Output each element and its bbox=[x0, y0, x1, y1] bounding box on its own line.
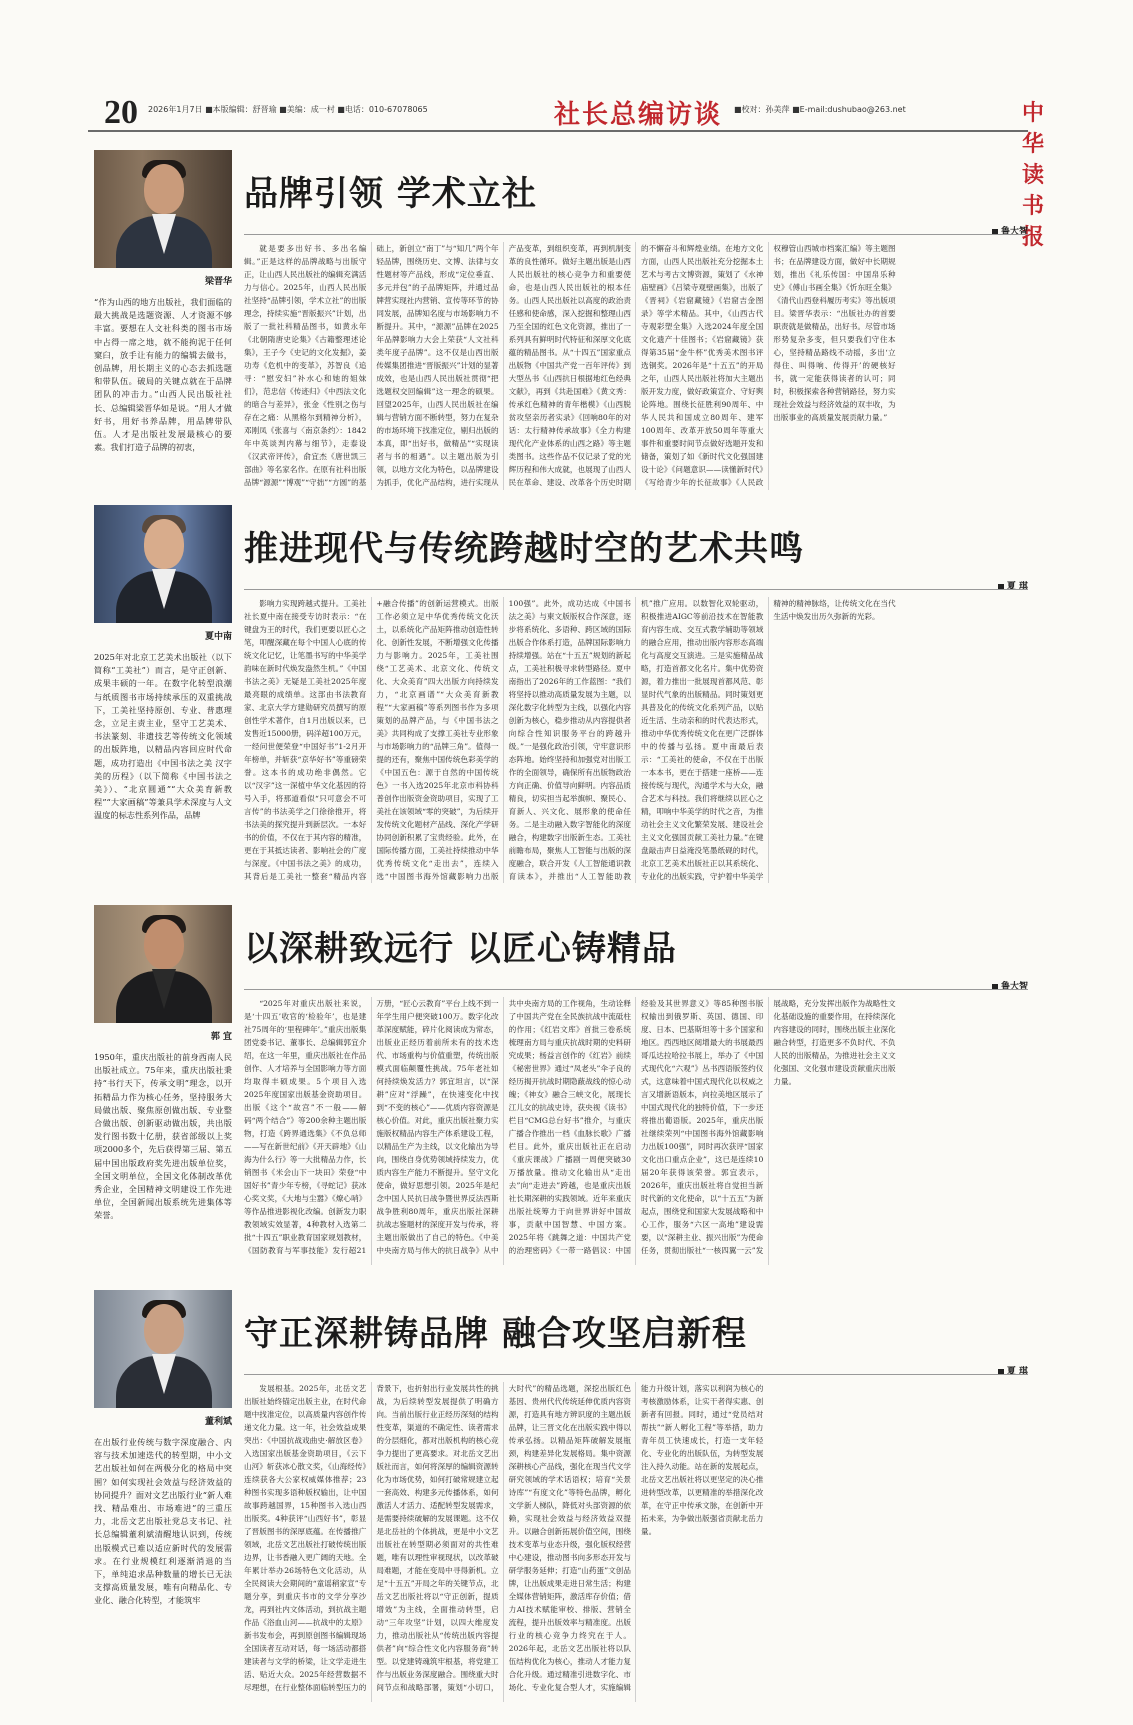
portrait-photo bbox=[94, 150, 232, 268]
body-text: 就是要多出好书、多出名编辑。”正是这样的品牌战略与出版守正，让山西人民出版社的编辑充满活力与信心。2025年，山西人民出版社坚持“品牌引领，学术立社”的出版理念，持续实施“晋版振兴”计划，出版了一批社科精品图书，如黄永年《北朝隋唐史论集》《古籍整理述论集》，王子今《史记的文化发掘》，姜功寿《危机中的变革》，苏智良《追寻：“慰安妇”补水心和她的姐妹们》，范忠信《传迹归》《中西法文化的暗合与差异》，张金《性别之伤与存在之痛：从黑格尔到精神分析》，邓刚凤《张喜与〈南京条约〉：1842年中英谈判内幕与细节》，走泰设《汉武帝评传》，俞宜杰《唐世凯三部曲》等名家名作。在原有社科出版品牌“源源”“博观”“守拙”“方圆”的基础上，新创立“南丁”与“知几”两个年轻品牌，围绕历史、文博、法律与女性题材等产品线，形成“定位垂直、多元并包”的子品牌矩阵，并通过品牌营实现社内营销、宣传等环节的协同发展，品牌知名度与市场影响力不断提升。其中，“源源”品牌在2025年品牌影响力大会上荣获“人文社科类年度子品牌”。这不仅是山西出版传媒集团推进“晋版振兴”计划的显著成效，也是山西人民出版社贯彻“把选题权交回编辑”这一理念的硕果。回望2025年，山西人民出版社在编辑与营销方面不断转型，努力在复杂的市场环境下找准定位，剔归出版的本真，即“出好书，做精品”“实现读者与书的相遇”。以主题出版为引领，以地方文化为特色，以品牌建设为抓手，优化产品结构，进行实现从产品变革，到组织变革，再到机制变革的良性循环。做好主题出版是山西人民出版社的核心竞争力和重要使命，也是山西人民出版社的根本任务。山西人民出版社以高度的政治责任感和使命感，深入挖掘和整理山西乃至全国的红色文化资源，推出了一系列具有鲜明时代特征和深厚文化底蕴的精品图书。从“十四五”国家重点出版物《中国共产党一百年评传》到大型丛书《山西抗日根据地红色经典文献》，再到《共赴国难》《黄文秀：传承红色精神的青年楷模》《山西脱贫攻坚亲历者实录》《回响80年的对话：太行精神传承故事》《全力构建现代化产业体系的山西之路》等主题类图书。这些作品不仅记录了党的光辉历程和伟大成就，也展现了山西人民在革命、建设、改革各个历史时期的不懈奋斗和辉煌业绩。在地方文化方面，山西人民出版社充分挖掘本土艺术与考古文博资源，策划了《水神庙壁画》《吕梁寺观壁画集》，出版了《晋祠》《岩窟藏镜》《岩窟吉金图录》等学术精品。其中，《山西古代寺观彩塑全集》入选2024年度全国文化遗产十佳图书；《岩窟藏镜》获得第35届“金牛杯”优秀美术图书评选铜奖。2026年是“十五五”的开局之年，山西人民出版社将加大主题出版开发力度，做好政策宣介、守好舆论阵地。围绕长征胜利90周年、中华人民共和国成立80周年、建军100周年、改革开放50周年等重大事件和重要时间节点做好选题开发和储备，策划了如《新时代文化强国建设十论》《问题意识——读懂新时代》《写给青少年的长征故事》《人民政权穆管山西城市档案汇编》等主题图书；在品牌建设方面，做好中长期规划，推出《礼乐传国：中国帛乐种史》《傅山书画全集》《忻东旺全集》《清代山西登科履历考实》等出版项目。梁晋华表示：“出版社办的首要职责就是做精品，出好书。尽管市场形势复杂多变，但只要我们守住本心，坚持精品路线不动摇，多出‘立得住、叫得响、传得开’的硬核好书，就一定能获得读者的认可；同时，积极探索各种营销路径，努力实现社会效益与经济效益的双丰收，为出版事业的高质量发展贡献力量。” bbox=[244, 244, 896, 487]
article-headline: 守正深耕铸品牌 融合攻坚启新程 bbox=[244, 1314, 747, 1354]
article-byline: 夏 琪 bbox=[998, 1364, 1028, 1377]
article-intro: “作为山西的地方出版社，我们面临的最大挑战是选题资源、人才资源不够丰富。要想在人文社科类的图书市场中占得一席之地，就不能拘泥于任何窠臼，放手让有能力的编辑去做书，创品牌，用长期主义的心态去抓选题和带队伍。破局的关键点就在于品牌团队的冲击力。”山西人民出版社社长、总编辑梁晋华如是说。“用人才做好书，用好书养品牌，用品牌带队伍。人才是出版社发展最核心的要素。我们打造子品牌的初衷， bbox=[94, 297, 232, 453]
article-byline: 鲁大智 bbox=[992, 224, 1028, 237]
article-headline: 品牌引领 学术立社 bbox=[244, 174, 537, 214]
article-1 bbox=[94, 150, 1028, 490]
body-text: 发展根基。2025年，北岳文艺出版社始终锚定出版主业，在时代命题中找准定位，以高质量内容创作传递文化力量。这一年，社会效益成果突出：《中国抗战戏曲史·解放区卷》入选国家出版基金资助项目，《云下山河》斩获冰心散文奖，《山海经传》连续获各大公家权威媒体推荐；23种图书实现多语种版权输出，让中国故事跨越国界，15种图书入选山西出版奖。4种获评“山西好书”，彰显了晋版图书的深厚底蕴。在传播推广领域，北岳文艺出版社打破传统出版边界，让书香融入更广阔的天地。全年累计举办26场特色文化活动，从全民阅读大会期间的“童谣稍家宣”专题分享，到重庆书市的文学分享沙龙，再到社内文体活动，到抗战主题作品《浴血山河——抗战中的太原》新书发布会，再到原创图书编辑现场全国读者互动对话，每一场活动都搭建读者与文学的桥梁，让文学走进生活、贴近大众。2025年经营数据不尽理想，在行业整体面临转型压力的背景下，也折射出行业发展共性的挑战，为后续转型发展提供了明确方向。当前出版行业正经历深刻的结构性变革，渠道的不确定性、读者需求的分层细化，都对出版机构的核心竞争力提出了更高要求。对北岳文艺出版社而言，如何将深厚的编辑资源转化为市场优势，如何打破常规建立起一套高效、构建多元传播体系，如何激活人才活力、适配转型发展需求，是需要持续破解的发展课题。这不仅是北岳社的个体挑战，更是中小文艺出版社在转型期必须面对的共性难题，唯有以理性审视现状，以改革破局难题，才能在变局中寻得新机。立足“十五五”开局之年的关键节点，北岳文艺出版社将以“守正创新，提质增效”为主线，全面推动转型，启动“三年攻坚”计划，以四大维度发力，推动出版社从“传统出版内容提供者”向“综合性文化内容服务商”转型。以党建铸魂筑牢根基，将党建工作与出版业务深度融合。围绕重大时间节点和战略部署，策划“小切口，大时代”的精品选题，深挖出版红色基因、贵州代代传统延伸优质内容资源，打造具有地方辨识度的主题出版品牌，让三晋文化在出版实践中得以传承弘扬。以精品矩阵破解发展瓶颈，构建差异化发展格局。集中资源深耕核心产品线，强化在现当代文学研究领域的学术话语权；培育“关景诗库”“有度文化”等特色品牌，孵化文学新人梯队，降低对头部资源的依赖，实现社会效益与经济效益双提升。以融合创新拓展价值空间，围绕技术变革与业态升级，强化版权经营中心建设，推动图书向多形态开发与研学服务延伸；打造“山药蛋”文创品牌，让出版成果走进日常生活；构建全媒体营销矩阵，激活库存价值；借力AI技术赋能审校、排版、营销全流程，提升出版效率与精准度。出版行业的核心竞争力终究在于人。2026年起，北岳文艺出版社将以队伍结构优化为核心，推动人才能力复合化升级。通过精准引进数字化、市场化、专业化复合型人才，实施编辑能力升级计划，落实以利润为核心的考核激励体系，让实干者得实惠、创新者有回报。同时，通过“党员结对帮扶”“新人孵化工程”等举措，助力青年员工快速成长，打造一支年轻化、专业化的出版队伍，为转型发展注入持久动能。站在新的发展起点，北岳文艺出版社将以更坚定的决心推进转型改革，以更精准的举措深化改革，在守正中传承文脉，在创新中开拓未来，为争做出版强省贡献北岳力量。 bbox=[244, 1384, 764, 1692]
article-body bbox=[244, 242, 1028, 490]
article-2 bbox=[94, 505, 1028, 890]
divider bbox=[244, 234, 1028, 235]
divider bbox=[244, 589, 1028, 590]
interviewee-name: 董利斌 bbox=[204, 1417, 232, 1427]
divider bbox=[244, 1374, 1028, 1375]
article-intro: 1950年，重庆出版社的前身西南人民出版社成立。75年来，重庆出版社秉持“书行天下，传承文明”理念，以开拓精品力作为核心任务，坚持服务大局做出版、聚焦原创做出版、专业整合做出版、创新驱动做出版，共出版发行图书数十亿册，获省部级以上奖项2000多个，先后获得第三届、第五届中国出版政府奖先进出版单位奖，全国文明单位，全国文化体制改革优秀企业，全国精神文明建设工作先进单位，全国新闻出版系统先进集体等荣誉。 bbox=[94, 1052, 232, 1221]
proofreader-info: ■校对：孙美萍 ■E-mail:dushubao@263.net bbox=[734, 105, 906, 114]
article-intro: 在出版行业传统与数字深度融合、内容与技术加速迭代的转型期，中小文艺出版社如何在两极分化的格局中突围？如何实现社会效益与经济效益的协同提升？面对文艺出版行业“新人难找、精品难出、市场难进”的三重压力，北岳文艺出版社党总支书记、社长总编辑董利斌清醒地认识到，传统出版模式已难以适应新时代的发展需求。在行业规模红利逐渐消退的当下，单纯追求品种数量的增长已无法支撑高质量发展，唯有向精品化、专业化、融合化转型，才能筑牢 bbox=[94, 1437, 232, 1606]
article-4 bbox=[94, 1290, 1028, 1710]
body-text: “2025年对重庆出版社来说，是‘十四五’收官的‘检验年’，也是建社75周年的‘里程碑年’。”重庆出版集团党委书记、董事长、总编辑郭宜介绍，在这一年里，重庆出版社在作品创作、人才培养与全国影响力等方面均取得丰硕成果。5个项目入选2025年度国家出版基金资助项目。出版《这个“故宫”不一般——解码“两个结合”》等200余种主题出版物，打造《跨界通选集》《不负总师——写在新世纪前》《开天辟地》《山海为什么行》等一大批精品力作，长销图书《米会山下一块田》荣登“中国好书”青少年专榜，《寻蛇记》获冰心奖文奖，《大地与尘嚣》《燎心哨》等作品推进影视化改编。创新发力职教领域实效显著，4种教材入选第二批“十四五”职业教育国家规划教材，《国防教育与军事技能》发行超21万册，“匠心云教育”平台上线不到一年学生用户便突破100万。数字化改革深度赋能，碎片化阅读成为常态，出版业正经历着前所未有的技术迭代、市场重构与价值重塑，传统出版模式面临颠覆性挑战。75年老社如何持续焕发活力？郭宜坦言，以“深耕”应对“浮躁”，在快速变化中找到“不变的核心”——优质内容资源是核心价值。对此，重庆出版社聚力实施版权精品内容生产体系建设工程，以精品生产为主线，以文化输出为导向，围绕自身优势领域持续发力，优质内容生产能力不断提升。坚守文化使命，做好思想引领。2025年是纪念中国人民抗日战争暨世界反法西斯战争胜利80周年，重庆出版社深耕抗战志鉴题材的深度开发与传承，将主题出版做出了自己的特色。《中美中央南方局与伟大的抗日战争》从中共中央南方局的工作视角，生动诠释了中国共产党在全民族抗战中流砥柱的作用；《红岩文库》首批三卷系统梳理南方局与重庆抗战时期的史料研究成果；杨益言创作的《红岩》前续《秘密世界》通过“凤老头”伞子良的经历揭开抗战时期隐蔽战线的惊心动魄；《神女》融合三峡文化，展现长江儿女的抗战史诗，获央视《读书》栏目“CMG总台好书”推介，与重庆广播合作推出一档《血脉长歌》广播栏目。此外，重庆出版社正在启动《重庆课战》广播剧一周便突破30万播放量。推动文化输出从“走出去”向“走进去”跨越，也是重庆出版社长期深耕的实践领域。近年来重庆出版社统筹力于向世界讲好中国故事，贡献中国智慧、中国方案。2025年将《跳舞之道：中国共产党的治理密码》《一带一路倡议：中国经验及其世界意义》等85种图书版权输出到俄罗斯、英国、德国、印度、日本、巴基斯坦等十多个国家和地区。西西地区阅增最大的书展最西哥瓜达拉哈拉书展上，举办了《中国式现代化“六观”》丛书西语版签约仪式，这意味着中国式现代化以权威之言又增新语版本，向拉美地区展示了中国式现代化的独特价值，下一步还将推出葡语版。2025年，重庆出版社继续荣列“中国图书海外馆藏影响力出版100强”，同时再次获评“国家文化出口重点企业”，这已是连续10届20年获得该荣誉。郭宜表示，2026年，重庆出版社将自觉担当新时代新的文化使命，以“十五五”为新起点，围绕党和国家大发展战略和中心工作，服务“六区一高地”建设需要，以“深耕主业、振兴出版”为使命任务，贯彻出版社“一核四翼一云”发展战略，充分发挥出版作为战略性文化基础设施的重要作用，在持续深化内容建设的同时，围绕出版主业深化融合转型，打造更多不负时代、不负人民的出版精品，为推进社会主义文化强国、文化强市建设贡献重庆出版力量。 bbox=[244, 999, 896, 1255]
portrait-photo bbox=[94, 905, 232, 1023]
article-byline: 夏 琪 bbox=[998, 579, 1028, 592]
interviewee-name: 夏中南 bbox=[204, 632, 232, 642]
page-number: 20 bbox=[104, 94, 138, 131]
editor-info: 2026年1月7日 ■本版编辑：舒晋瑜 ■美编：成一村 ■电话：010-67078065 bbox=[148, 105, 428, 114]
newspaper-logo: 中华读书报 bbox=[1022, 100, 1046, 250]
section-title: 社长总编访谈 bbox=[554, 100, 723, 130]
portrait-photo bbox=[94, 505, 232, 623]
body-text: 影响力实现跨越式提升。工美社社长夏中南在接受专访时表示：“在键盘为王的时代，我们更要以匠心之笔，叩醒深藏在每个中国人心底的传统文化记忆，让笔墨书写的中华美学韵味在新时代焕发盎然生机。”《中国书法之美》无疑是工美社2025年度最亮眼的成绩单。这部由书法教育家、北京大学方建勋研究员撰写的原创性学术著作，自1月出版以来，已发售近15000册，码洋超100万元，一经问世便荣登“中国好书”1-2月开年榜单，并斩获“京华好书”等重磅荣誉。这本书的成功绝非偶然。它以“汉字”这一深植中华文化基因的符号入手，将那道看似“只可意会不可言传”的书法美学之门徐徐推开，将书法美的探究提升到新层次。一本好书的价值，不仅在于其内容的精准，更在于其抵达读者、影响社会的广度与深度。《中国书法之美》的成功，其背后是工美社一整套“精品内容+融合传播”的创新运营模式。出版工作必须立足中华优秀传统文化沃土，以系统化产品矩阵推动创造性转化、创新性发展，不断增强文化传播力与影响力。2025年，工美社围绕“工艺美术、北京文化、传统文化、大众美育”四大出版方向持续发力，“北京画谱”“大众美育新教程”“大家画稿”等系列图书作为多项策划的品牌产品，与《中国书法之美》共同构成了支撑工美社专业形象与市场影响力的“品牌三角”。值得一提的还有，聚焦中国传统色彩美学的《中国五色：源于自然的中国传统色》一书入选2025年北京市科协科普创作出版资金资助项目，实现了工美社在该领域“零的突破”，为后续开发传统文化题材产品线、深化产学研协同创新积累了宝贵经验。此外，在国际传播方面，工美社持续推动中华优秀传统文化“走出去”，连续入选“中国图书海外馆藏影响力出版100强”。此外，成功达成《中国书法之美》与柬文版版权合作深意，逐步将系统化、多语种、跨区域的国际出版合作体系打造，品牌国际影响力持续增强。站在“十五五”规划的新起点，工美社积极寻求转型路径。夏中南指出了2026年的工作蓝图：“我们将坚持以推动高质量发展为主题，以深化数字化转型为主线，以强化内容创新为核心，稳步推动从内容提供者向综合性知识服务平台的跨越升级。”一是强化政治引领，守牢意识形态阵地。始终坚持和加强党对出版工作的全面领导，确保所有出版物政治方向正确、价值导向鲜明。内容品质精良，切实担当起举旗帜、聚民心、育新人、兴文化、展形象的使命任务。二是主动融入数字智能化的深度融合，构建数字出版新生态。工美社前瞻布局，聚焦人工智能与出版的深度融合，联合开发《人工智能通识教育读本》，并推出“人工智能助教机”推广应用。以数智化双轮驱动，积极推进AIGC等前沿技术在智能教育内容生成、交互式教学辅助等领域的融合应用，推动出版内容形态高端化与高度交互演进。三是实施精品战略，打造首都文化名片。集中优势资源，着力推出一批展现首都风范、彰显时代气象的出版精品。同时策划更具普及化的传统文化系列产品，以贴近生活、生动亲和的时代表达形式，推动中华优秀传统文化在更广泛群体中的传播与弘扬。夏中南最后表示：“工美社的使命，不仅在于出版一本本书，更在于搭建一座桥——连接传统与现代，沟通学术与大众，融合艺术与科技。我们将继续以匠心之精，叩响中华美学的时代之音，为推动社会主义文化繁荣发展、建设社会主义文化强国贡献工美社力量。”在键盘敲击声日益淹没笔墨纸砚的时代，北京工艺美术出版社正以其系统化、专业化的出版实践，守护着中华美学精神的精神脉络，让传统文化在当代生活中焕发出历久弥新的光彩。 bbox=[244, 599, 896, 881]
article-body bbox=[244, 1382, 1028, 1702]
article-body bbox=[244, 997, 1028, 1265]
article-intro: 2025年对北京工艺美术出版社（以下简称“工美社”）而言，是守正创新、成果丰硕的一年。在数字化转型浪潮与纸质图书市场持续承压的双重挑战下，工美社坚持原创、专业、普惠理念，立足主责主业，坚守工艺美术、书法篆刻、非遗技艺等传统文化领域的出版阵地，以精品内容回应时代命题，成功打造出《中国书法之美 汉字美的历程》（以下简称《中国书法之美》）、“北京圆通”“大众美育新教程”“大家画稿”等兼具学术深度与人文温度的标志性系列作品，品牌 bbox=[94, 652, 232, 821]
interviewee-name: 梁晋华 bbox=[204, 277, 232, 287]
divider bbox=[244, 989, 1028, 990]
article-headline: 推进现代与传统跨越时空的艺术共鸣 bbox=[244, 529, 804, 569]
article-body bbox=[244, 597, 1028, 883]
article-headline: 以深耕致远行 以匠心铸精品 bbox=[244, 929, 677, 969]
article-3 bbox=[94, 905, 1028, 1275]
portrait-photo bbox=[94, 1290, 232, 1408]
interviewee-name: 郭 宜 bbox=[210, 1032, 232, 1042]
article-byline: 鲁大智 bbox=[992, 979, 1028, 992]
